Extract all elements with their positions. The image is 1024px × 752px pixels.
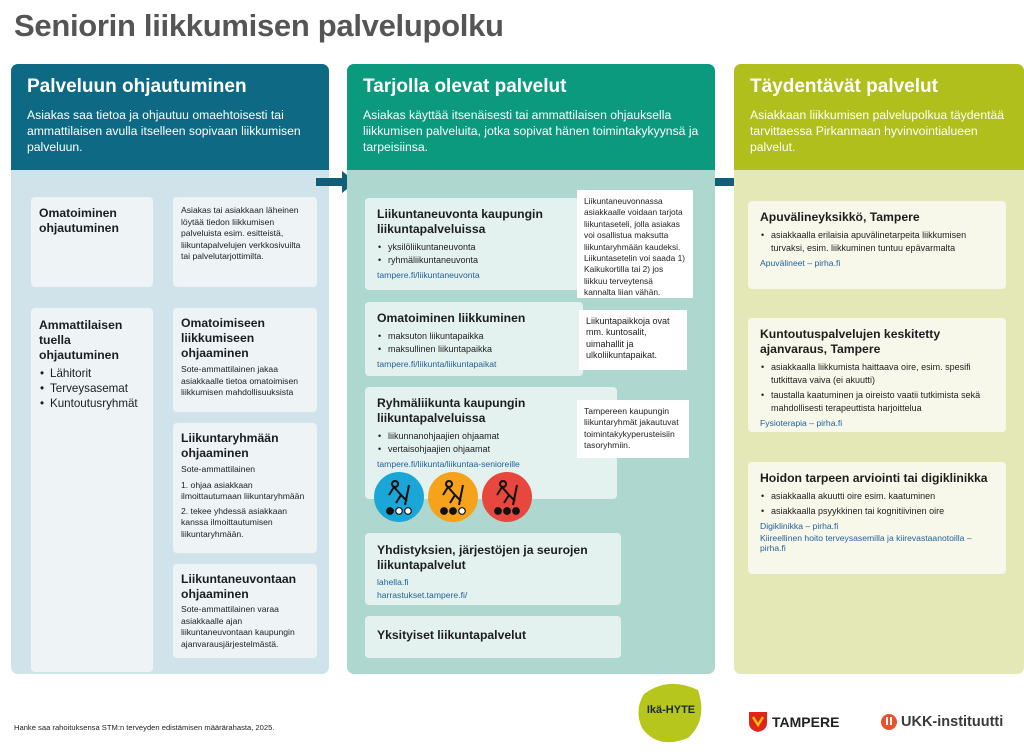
card-title: Ryhmäliikunta kaupungin liikuntapalveluissa xyxy=(377,396,526,425)
list-item: • asiakkaalla psyykkinen tai kognitiivinen oire xyxy=(760,505,994,518)
card-title: Kuntoutuspalvelujen keskitetty ajanvaraus, Tampere xyxy=(760,327,941,356)
card-list xyxy=(377,241,571,267)
column-title: Palveluun ohjautuminen xyxy=(27,76,247,97)
card-title: Hoidon tarpeen arviointi tai digiklinikka xyxy=(760,471,988,485)
list-item: • asiakkaalla erilaisia apuvälinetarpeita liikkumisen turvaksi, esim. liikkuminen tuntuu epävarmalta xyxy=(760,229,994,255)
omatoiminen-ohjautuminen-card xyxy=(31,197,153,287)
card-list xyxy=(377,430,605,456)
liikuntaneuvonta-link[interactable]: tampere.fi/liikuntaneuvonta xyxy=(377,270,480,280)
tampere-logo xyxy=(748,711,839,733)
liikuntaa-senioreille-link[interactable]: tampere.fi/liikunta/liikuntaa-senioreille xyxy=(377,459,520,469)
liikuntaneuvonta-note: Liikuntaneuvonnassa asiakkaalle voidaan tarjota liikuntaseteli, jolla asiakas voi osallistua maksutta liikuntaryhmään kaudeksi. Liikuntasetelin voi saada 1) Kaikukortilla tai 2) jos liikkuu terveytensä kannalta liian vähän. xyxy=(577,190,693,298)
card-list xyxy=(377,330,571,356)
logo-text: UKK-instituutti xyxy=(901,714,1004,730)
liikuntaneuvontaan-ohjaaminen-card xyxy=(173,564,317,658)
level-1-icon xyxy=(374,472,424,522)
ika-hyte-logo xyxy=(638,680,704,744)
list-item: • Kuntoutusryhmät xyxy=(39,396,145,411)
tampere-crest-icon xyxy=(748,711,768,733)
funding-note: Hanke saa rahoituksensa STM:n terveyden edistämisen määrärahasta, 2025. xyxy=(14,723,275,732)
yksityiset-card xyxy=(365,616,621,658)
column-description: Asiakkaan liikkumisen palvelupolkua täydentää tarvittaessa Pirkanmaan hyvinvointialueen palvelut. xyxy=(750,108,1005,154)
list-item: • Terveysasemat xyxy=(39,381,145,396)
card-text: Sote-ammattilainen xyxy=(181,464,256,474)
ukk-circle-icon xyxy=(880,713,898,731)
card-text: 1. ohjaa asiakkaan ilmoittautumaan liikuntaryhmään xyxy=(181,479,305,502)
logo-text: TAMPERE xyxy=(772,714,840,730)
list-item: • ryhmäliikuntaneuvonta xyxy=(377,254,571,267)
harrastukset-link[interactable]: harrastukset.tampere.fi/ xyxy=(377,590,468,600)
apuvalineet-link[interactable]: Apuvälineet – pirha.fi xyxy=(760,258,841,268)
logo-text: Ikä-HYTE xyxy=(646,704,696,716)
list-item: • taustalla kaatuminen ja oireisto vaatii tutkimista sekä mahdollisesti terapeuttista harjoittelua xyxy=(760,389,994,415)
column-taydentavat xyxy=(734,64,1024,674)
ryhmaliikunta-note: Tampereen kaupungin liikuntaryhmät jakautuvat toimintakykyperusteisiin tasoryhmiin. xyxy=(577,400,689,458)
list-item: • yksilöliikuntaneuvonta xyxy=(377,241,571,254)
card-text: Sote-ammattilainen varaa asiakkaalle ajan liikuntaneuvontaan kaupungin ajanvarausjärjestelmästä. xyxy=(181,604,295,649)
card-title: Yksityiset liikuntapalvelut xyxy=(377,628,527,642)
card-text: Sote-ammattilainen jakaa asiakkaalle tietoa omatoimisen liikkumisen mahdollisuuksista xyxy=(181,364,299,398)
card-list xyxy=(760,490,994,518)
apuvalineyksikko-card xyxy=(748,201,1006,289)
card-title: Apuvälineyksikkö, Tampere xyxy=(760,210,920,224)
activity-level-icons xyxy=(373,470,543,524)
column-header xyxy=(734,64,1024,170)
list-item: • maksullinen liikuntapaikka xyxy=(377,343,571,356)
omatoiminen-liikkuminen-card xyxy=(365,302,583,376)
column-title: Tarjolla olevat palvelut xyxy=(363,76,567,97)
column-header xyxy=(11,64,329,170)
kuntoutuspalvelut-card xyxy=(748,318,1006,432)
page-title: Seniorin liikkumisen palvelupolku xyxy=(14,8,504,43)
card-title: Liikuntaneuvonta kaupungin liikuntapalveluissa xyxy=(377,207,543,236)
ammattilaisen-tuella-card xyxy=(31,308,153,672)
column-title: Täydentävät palvelut xyxy=(750,76,938,97)
liikuntapaikat-link[interactable]: tampere.fi/liikunta/liikuntapaikat xyxy=(377,359,497,369)
level-3-icon xyxy=(482,472,532,522)
omatoimiseen-ohjaaminen-card xyxy=(173,308,317,412)
card-title: Yhdistyksien, järjestöjen ja seurojen liikuntapalvelut xyxy=(377,543,588,572)
list-item: • asiakkaalla liikkumista haittaava oire, esim. spesifi tutkittava vaiva (ei akuutti) xyxy=(760,361,994,387)
digiklinikka-link[interactable]: Digiklinikka – pirha.fi xyxy=(760,521,839,531)
list-item: • vertaisohjaajien ohjaamat xyxy=(377,443,605,456)
list-item: • Lähitorit xyxy=(39,366,145,381)
fysioterapia-link[interactable]: Fysioterapia – pirha.fi xyxy=(760,418,843,428)
card-title: Ammattilaisen tuella ohjautuminen xyxy=(39,318,123,362)
liikuntaryhmaan-ohjaaminen-card xyxy=(173,423,317,553)
level-icons xyxy=(373,470,543,524)
list-item: • liikunnanohjaajien ohjaamat xyxy=(377,430,605,443)
hoidon-tarve-card xyxy=(748,462,1006,574)
liikuntaneuvonta-card xyxy=(365,198,583,290)
yhdistykset-card xyxy=(365,533,621,605)
ammattilaisen-list xyxy=(39,366,145,411)
card-title: Liikuntaryhmään ohjaaminen xyxy=(181,431,279,460)
list-item: • maksuton liikuntapaikka xyxy=(377,330,571,343)
omatoiminen-ohjautuminen-description: Asiakas tai asiakkaan läheinen löytää tiedon liikkumisen palveluista esim. esitteistä, liikuntapalvelujen verkkosivuilta tai palvelutarjottimilta. xyxy=(173,197,317,287)
column-ohjautuminen xyxy=(11,64,329,674)
card-title: Omatoimiseen liikkumiseen ohjaaminen xyxy=(181,316,265,360)
card-title: Omatoiminen liikkuminen xyxy=(377,311,526,325)
ukk-logo xyxy=(880,711,1003,733)
column-header xyxy=(347,64,715,170)
level-2-icon xyxy=(428,472,478,522)
card-title: Omatoiminen ohjautuminen xyxy=(39,206,119,235)
card-list xyxy=(760,229,994,255)
list-item: • asiakkaalla akuutti oire esim. kaatuminen xyxy=(760,490,994,503)
column-palvelut xyxy=(347,64,715,674)
card-title: Liikuntaneuvontaan ohjaaminen xyxy=(181,572,297,601)
kiireellinen-hoito-link[interactable]: Kiireellinen hoito terveysasemilla ja kiirevastaanotoilla – pirha.fi xyxy=(760,533,972,553)
column-description: Asiakas saa tietoa ja ohjautuu omaehtoisesti tai ammattilaisen avulla itselleen sopivaan liikkumisen palveluun. xyxy=(27,108,301,154)
lahella-link[interactable]: lahella.fi xyxy=(377,577,409,587)
omatoiminen-note: Liikuntapaikkoja ovat mm. kuntosalit, uimahallit ja ulkoliikuntapaikat. xyxy=(579,310,687,370)
card-list xyxy=(760,361,994,415)
column-description: Asiakas käyttää itsenäisesti tai ammattilaisen ohjauksella liikkumisen palveluita, jotka sopivat hänen toimintakykyynsä ja tarpeisiinsa. xyxy=(363,108,699,154)
card-text: 2. tekee yhdessä asiakkaan kanssa ilmoittautumisen liikuntaryhmään. xyxy=(181,505,288,539)
